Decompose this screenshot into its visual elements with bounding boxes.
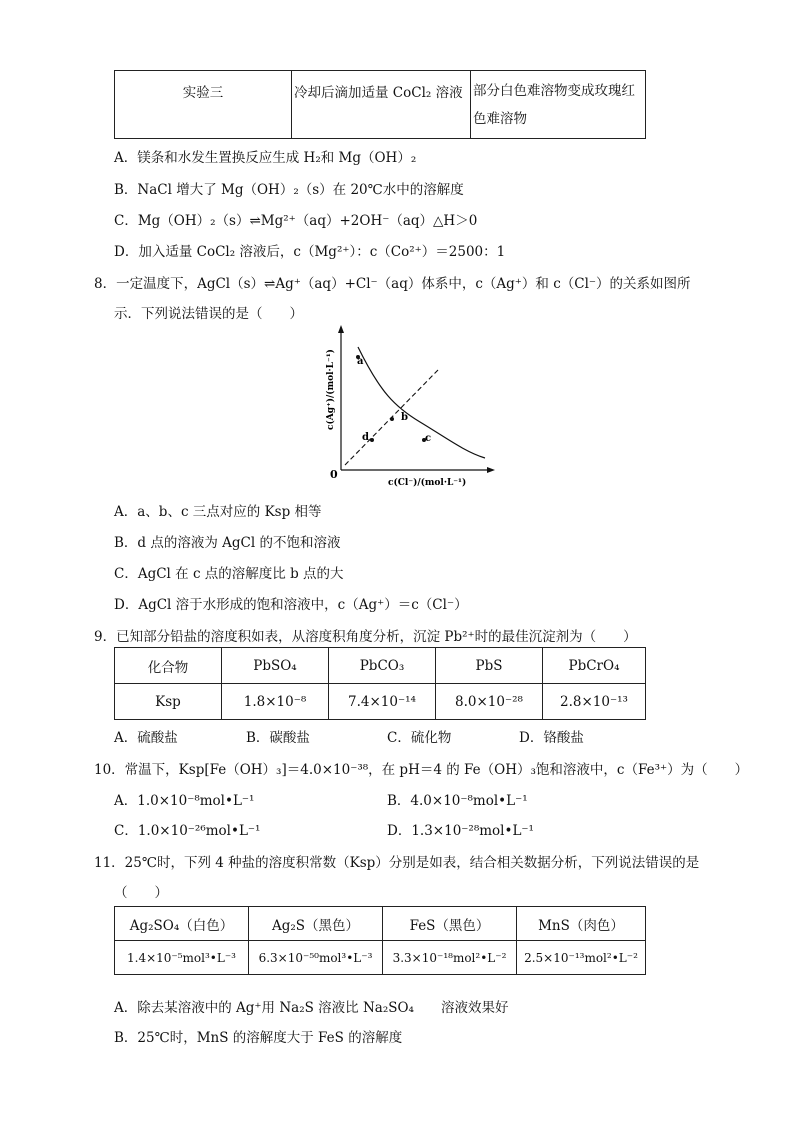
q11-cell-2: 3.3×10⁻¹⁸mol²•L⁻²	[383, 941, 517, 975]
q9-header-2: PbCO₃	[329, 648, 436, 684]
q11-header-1: Ag₂S（黑色）	[249, 907, 383, 941]
q9-cell-0: Ksp	[115, 684, 222, 720]
exp-operation-cell: 冷却后滴加适量 CoCl₂ 溶液	[292, 71, 471, 139]
point-d-label: d	[362, 432, 369, 443]
q9-table	[114, 647, 646, 720]
point-a-label: a	[357, 356, 364, 367]
x-axis-label: c(Cl⁻)/(mol·L⁻¹)	[388, 478, 467, 488]
q10-option-d: D．1.3×10⁻²⁸mol•L⁻¹	[387, 823, 534, 839]
q9-cell-4: 2.8×10⁻¹³	[543, 684, 646, 720]
q9-cell-3: 8.0×10⁻²⁸	[436, 684, 543, 720]
q11-option-b: B．25℃时，MnS 的溶解度大于 FeS 的溶解度	[114, 1030, 403, 1046]
q8-option-c: C．AgCl 在 c 点的溶解度比 b 点的大	[114, 566, 344, 582]
q9-cell-2: 7.4×10⁻¹⁴	[329, 684, 436, 720]
q9-option-a: A．硫酸盐	[114, 730, 178, 746]
q9-header-1: PbSO₄	[222, 648, 329, 684]
x-axis-arrow	[487, 467, 495, 473]
point-d	[370, 438, 374, 442]
q8-option-d: D．AgCl 溶于水形成的饱和溶液中，c（Ag⁺）＝c（Cl⁻）	[114, 597, 468, 613]
q11-stem-line2: （ ）	[114, 885, 168, 901]
point-b-label: b	[401, 412, 408, 423]
exp-phenomenon-cell: 部分白色难溶物变成玫瑰红 色难溶物	[471, 71, 646, 139]
q7-option-d: D．加入适量 CoCl₂ 溶液后，c（Mg²⁺）：c（Co²⁺）＝2500：1	[114, 244, 506, 260]
origin-label: 0	[330, 468, 338, 481]
q9-header-0: 化合物	[115, 648, 222, 684]
q7-option-b: B．NaCl 增大了 Mg（OH）₂（s）在 20℃水中的溶解度	[114, 182, 464, 198]
q10-option-b: B．4.0×10⁻⁸mol•L⁻¹	[387, 793, 528, 809]
q9-option-b: B．碳酸盐	[246, 730, 310, 746]
q8-option-a: A．a、b、c 三点对应的 Ksp 相等	[114, 504, 322, 520]
q11-table	[114, 906, 646, 975]
q8-stem-line1: 8．一定温度下，AgCl（s）⇌Ag⁺（aq）+Cl⁻（aq）体系中，c（Ag⁺）和 c（Cl⁻）的关系如图所	[94, 276, 691, 292]
point-c-label: c	[425, 433, 432, 444]
q9-option-d: D．铬酸盐	[519, 730, 584, 746]
q11-cell-3: 2.5×10⁻¹³mol²•L⁻²	[517, 941, 646, 975]
q7-option-c: C．Mg（OH）₂（s）⇌Mg²⁺（aq）+2OH⁻（aq）△H＞0	[114, 213, 478, 229]
q9-option-c: C．硫化物	[387, 730, 452, 746]
q10-stem: 10．常温下，Ksp[Fe（OH）₃]＝4.0×10⁻³⁸，在 pH＝4 的 Fe（OH）₃饱和溶液中，c（Fe³⁺）为（ ）	[94, 762, 749, 778]
ksp-curve	[358, 347, 485, 458]
point-b	[390, 417, 394, 421]
q11-cell-1: 6.3×10⁻⁵⁰mol³•L⁻³	[249, 941, 383, 975]
q11-cell-0: 1.4×10⁻⁵mol³•L⁻³	[115, 941, 249, 975]
experiment-table	[114, 70, 646, 139]
y-axis-label: c(Ag⁺)/(mol·L⁻¹)	[326, 349, 336, 430]
exp-name-cell: 实验三	[115, 71, 292, 139]
q8-stem-line2: 示．下列说法错误的是（ ）	[114, 306, 303, 322]
q11-header-3: MnS（肉色）	[517, 907, 646, 941]
q11-option-a: A．除去某溶液中的 Ag⁺用 Na₂S 溶液比 Na₂SO₄ 溶液效果好	[114, 1000, 509, 1016]
q10-option-a: A．1.0×10⁻⁸mol•L⁻¹	[114, 793, 255, 809]
y-axis-arrow	[338, 325, 344, 333]
q11-stem-line1: 11．25℃时，下列 4 种盐的溶度积常数（Ksp）分别是如表，结合相关数据分析，下列说法错误的是	[94, 855, 700, 871]
q9-cell-1: 1.8×10⁻⁸	[222, 684, 329, 720]
q11-header-0: Ag₂SO₄（白色）	[115, 907, 249, 941]
q8-option-b: B．d 点的溶液为 AgCl 的不饱和溶液	[114, 535, 341, 551]
q11-header-2: FeS（黑色）	[383, 907, 517, 941]
q9-stem: 9．已知部分铅盐的溶度积如表，从溶度积角度分析，沉淀 Pb²⁺时的最佳沉淀剂为（ ）	[94, 629, 637, 645]
agcl-graph	[300, 322, 500, 492]
q9-header-4: PbCrO₄	[543, 648, 646, 684]
q7-option-a: A．镁条和水发生置换反应生成 H₂和 Mg（OH）₂	[114, 150, 417, 166]
q9-header-3: PbS	[436, 648, 543, 684]
q10-option-c: C．1.0×10⁻²⁶mol•L⁻¹	[114, 823, 261, 839]
